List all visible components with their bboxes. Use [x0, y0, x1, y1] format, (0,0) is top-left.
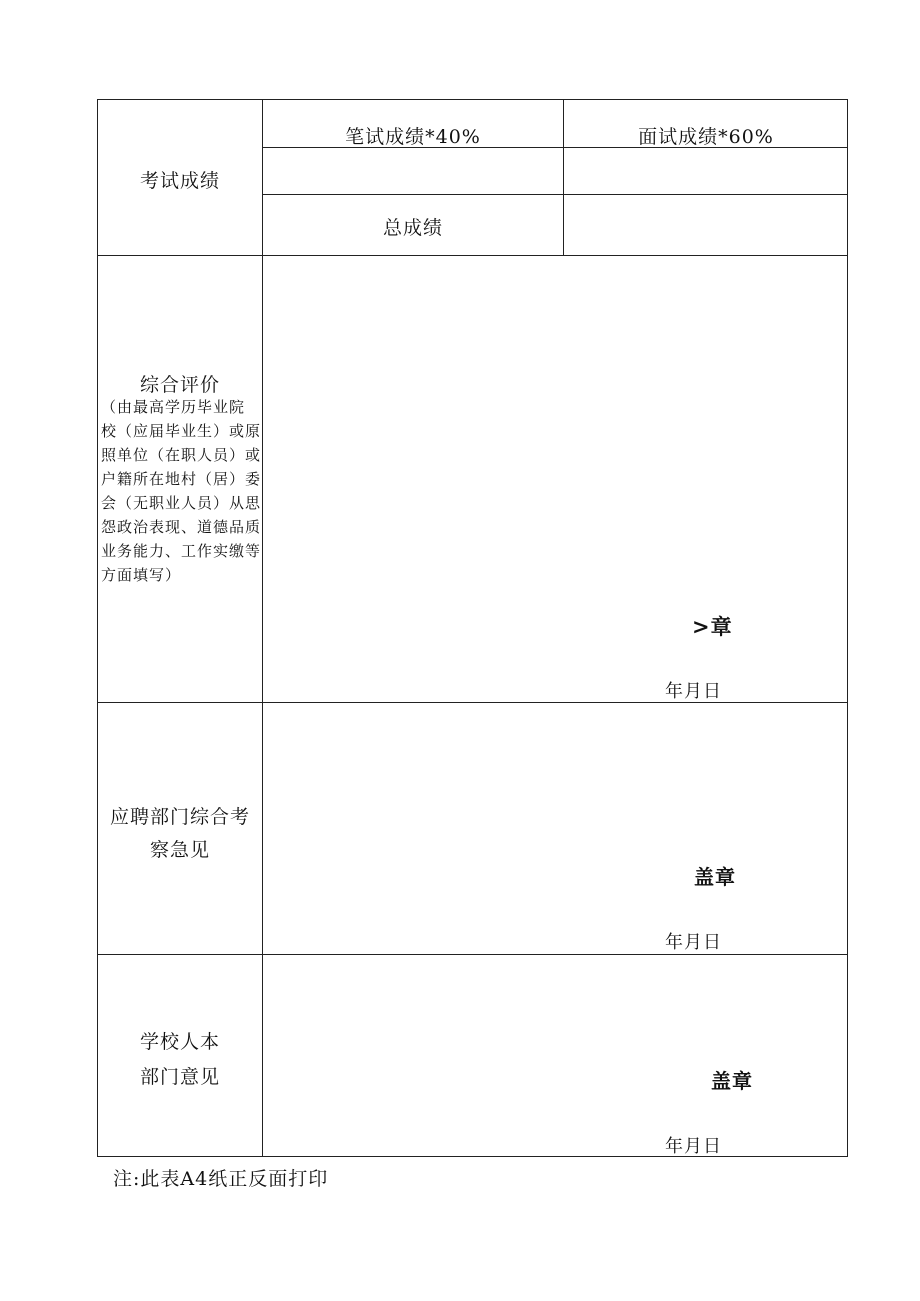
footnote: 注:此表A4纸正反面打印: [113, 1168, 329, 1190]
evaluation-instruction-line: 业务能力、工作实缴等: [101, 542, 262, 560]
section-divider-department: [97, 702, 848, 703]
evaluation-instruction-line: 照单位（在职人员）或: [101, 446, 262, 464]
evaluation-date-label: 年月日: [665, 681, 722, 702]
interview-score-field[interactable]: [571, 160, 841, 188]
hr-stamp-label: 盖章: [711, 1069, 753, 1093]
evaluation-stamp-label: >章: [692, 614, 733, 639]
evaluation-instruction-line: 会（无职业人员）从思: [101, 494, 262, 512]
department-date-label: 年月日: [665, 932, 722, 953]
interview-score-header: 面试成绩*60%: [638, 126, 774, 148]
evaluation-title: 综合评价: [139, 374, 221, 396]
department-opinion-title-line1: 应聘部门综合考: [109, 806, 251, 828]
evaluation-instruction-line: 方面填写）: [101, 566, 182, 584]
evaluation-instruction-line: 户籍所在地村（居）委: [101, 470, 262, 488]
score-column-divider: [563, 99, 564, 255]
department-opinion-title-line2: 察急见: [149, 839, 211, 861]
department-stamp-label: 盖章: [694, 865, 736, 889]
total-score-field[interactable]: [571, 210, 841, 244]
written-score-header: 笔试成绩*40%: [345, 126, 481, 148]
hr-opinion-title-line2: 部门意见: [139, 1066, 221, 1088]
total-score-label: 总成绩: [382, 217, 444, 239]
section-divider-hr: [97, 954, 848, 955]
section-divider-evaluation: [97, 255, 848, 256]
evaluation-instruction-line: 校（应届毕业生）或原: [101, 422, 262, 440]
hr-opinion-title-line1: 学校人本: [139, 1031, 221, 1053]
label-column-divider: [262, 99, 263, 1157]
application-form-table: [97, 99, 848, 1157]
evaluation-instructions: [101, 395, 263, 587]
evaluation-instruction-line: 怨政治表现、道德品质: [101, 518, 262, 536]
written-score-field[interactable]: [273, 160, 553, 188]
exam-scores-label: 考试成绩: [139, 170, 221, 192]
score-value-divider: [262, 194, 848, 195]
evaluation-instruction-line: （由最高学历毕业院: [101, 398, 246, 416]
hr-date-label: 年月日: [665, 1136, 722, 1157]
